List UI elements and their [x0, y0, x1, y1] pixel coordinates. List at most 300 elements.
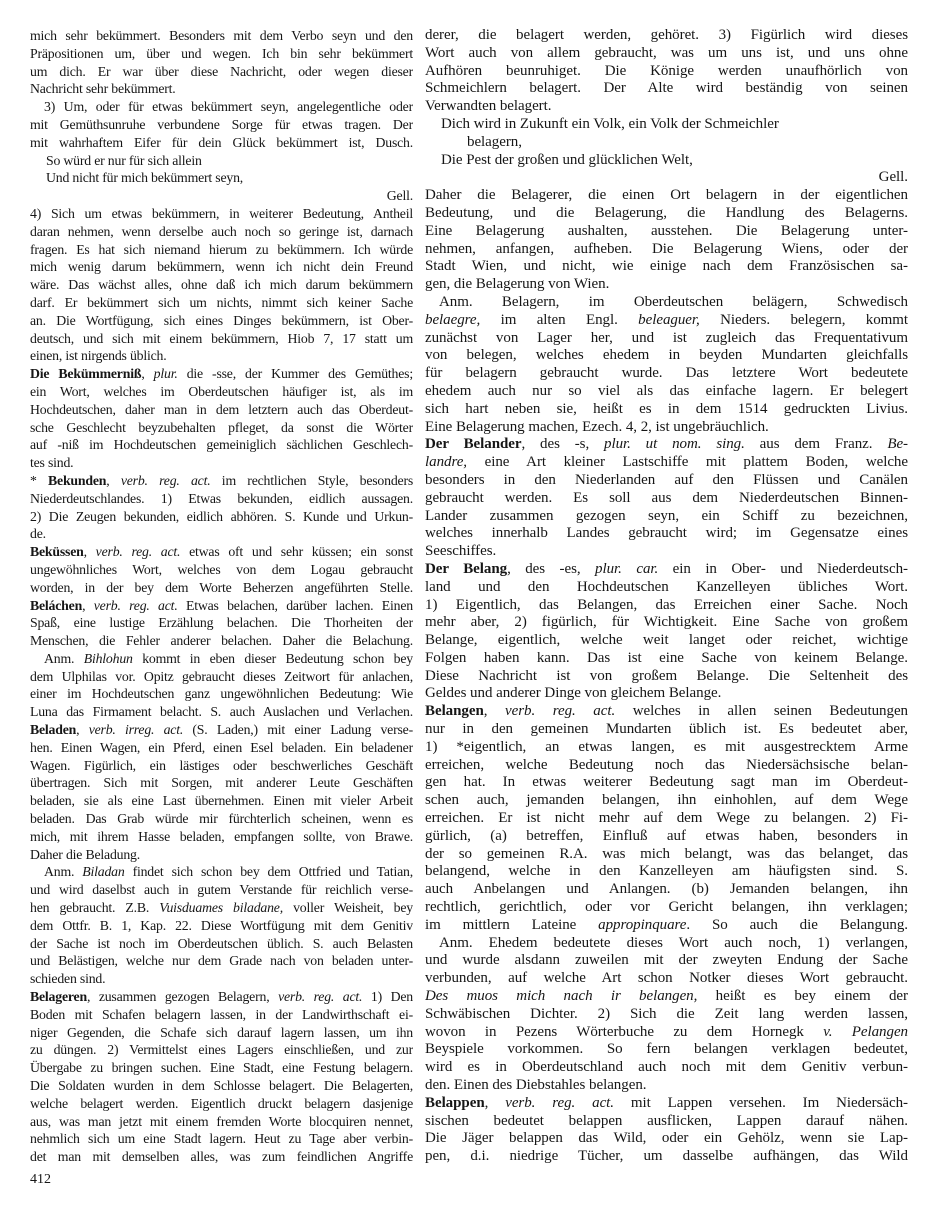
text-line: [30, 116, 413, 134]
text-run: mich, mit ihrem Hasse beladen, empfangen sollte, von Brawe.: [30, 828, 413, 844]
text-run: Stadt Wien, und nicht, wie einige nach dem Französischen sa-: [425, 258, 908, 275]
text-run: Beladen: [30, 722, 77, 738]
text-run: verb. reg. act.: [505, 703, 616, 720]
text-line: [30, 543, 413, 561]
text-run: ehedem auch nur so viel als das einfache lagern. Er belegert: [425, 382, 908, 399]
text-line: [425, 63, 908, 81]
text-line: [30, 312, 413, 330]
text-line: [30, 863, 413, 881]
text-run: voller Weisheit, bey: [282, 900, 413, 916]
text-line: [30, 685, 413, 703]
text-run: dem Ottfr. B. 1, Kap. 22. Diese Wortfügung mit dem Genitiv: [30, 917, 413, 933]
text-line: [425, 1059, 908, 1077]
text-run: Beláchen: [30, 597, 83, 613]
text-line: [30, 419, 413, 437]
text-run: aus dem Franz.: [744, 436, 888, 453]
text-line: [30, 650, 413, 668]
text-line: [425, 863, 908, 881]
page-number: 412: [30, 1172, 51, 1187]
text-line: [425, 561, 908, 579]
text-run: eine Art kleiner Lastschiffe mit plattem Boden, welche: [467, 454, 908, 471]
text-run: deutsch, und sich mit einem bekümmern, Hiob 7, 17 statt um: [30, 330, 413, 346]
text-run: Gell.: [878, 169, 908, 186]
text-line: [425, 45, 908, 63]
text-run: belagern,: [467, 133, 522, 150]
text-line: [425, 1041, 908, 1059]
text-run: Beyspiele vorkommen. So fern belangen verklagen bedeutet,: [425, 1041, 908, 1058]
text-line: [30, 258, 413, 276]
text-line: [30, 1148, 413, 1166]
text-line: [30, 205, 413, 223]
text-line: [425, 810, 908, 828]
text-run: kommt in eben dieser Bedeutung schon bey: [132, 650, 413, 666]
text-line: [425, 347, 908, 365]
text-run: im alten Engl.: [480, 311, 639, 328]
text-run: , zusammen gezogen Belagern,: [86, 989, 279, 1005]
text-run: Be-: [887, 436, 908, 453]
text-line: [425, 454, 908, 472]
text-line: [425, 597, 908, 615]
text-line: [30, 1006, 413, 1024]
text-line: [30, 27, 413, 45]
text-run: wird es in Oberdeutschland auch noch mit dem Genitiv verbun-: [425, 1059, 908, 1076]
text-line: [425, 1077, 908, 1095]
text-column-left: [30, 27, 413, 1166]
text-run: Belangen: [425, 703, 484, 720]
text-run: schen auch, jemanden belangen, ihn einhohlen, auf dem Wege: [425, 792, 908, 809]
text-run: Daher die Belagerer, die einen Ort belagern in der eigentlichen: [425, 187, 908, 204]
text-run: verb. reg. act.: [505, 1094, 614, 1111]
text-run: mich wenig darum bekümmern, wenn ich nicht dein Freund: [30, 259, 413, 275]
text-line: [30, 1024, 413, 1042]
text-run: Schwäbischen Dichter. 2) Sich die Zeit lang werden lassen,: [425, 1005, 908, 1022]
text-line: [30, 276, 413, 294]
text-line: [425, 330, 908, 348]
text-run: Belageren: [30, 989, 87, 1005]
text-run: belaegre,: [425, 311, 481, 328]
text-line: [30, 1095, 413, 1113]
text-run: gen hat. In etwas weiterer Bedeutung sagt man im Oberdeut-: [425, 774, 908, 791]
text-run: Wort auch von allem gebraucht, was um uns ist, und uns ohne: [425, 44, 908, 61]
text-run: ungewöhnliches Wort, welches von dem Logau gebraucht: [30, 561, 413, 577]
text-run: ,: [76, 722, 89, 738]
text-run: nehmlich sich um eine Stadt lagern. Heut zu Tage aber verbin-: [30, 1131, 413, 1147]
text-run: Nachricht sehr bekümmert.: [30, 81, 176, 97]
text-run: derer, die belagert werden, gehöret. 3) Figürlich wird dieses: [425, 27, 908, 43]
text-run: Wagen. Figürlich, ein lästiges oder beschwerliches Geschäft: [30, 757, 413, 773]
text-run: Anm. Ehedem bedeutete dieses Wort auch noch, 1) verlangen,: [439, 934, 908, 951]
text-run: *: [30, 472, 49, 488]
text-line: [30, 330, 413, 348]
text-run: verb. reg. act.: [95, 544, 181, 560]
text-run: 1) *eigentlich, an etwas langen, es mit ausgestrecktem Arme: [425, 738, 908, 755]
text-run: landre,: [425, 454, 468, 471]
text-run: worden, in der bey dem Worte Beherzen angeführten Stelle.: [30, 579, 413, 595]
text-run: niger Gegenden, die Schafe sich darauf lagern lassen, um ihn: [30, 1024, 413, 1040]
text-line: [425, 970, 908, 988]
text-run: fragen. Es hat sich niemand hierum zu bekümmern. Ich würde: [30, 241, 413, 257]
text-line: [425, 223, 908, 241]
text-line: [30, 454, 413, 472]
text-line: [425, 436, 908, 454]
text-run: erreichen, welche Bedeutung noch das Niedersächsische belan-: [425, 756, 908, 773]
text-column-right: [425, 27, 908, 1166]
text-line: [425, 952, 908, 970]
text-run: ,: [83, 544, 96, 560]
text-line: [30, 401, 413, 419]
text-run: Etwas belachen, darüber lachen. Einen: [177, 597, 413, 613]
text-run: Boden mit Schafen belagern lassen, in der Landwirthschaft ei-: [30, 1006, 413, 1022]
text-line: [425, 169, 908, 187]
text-run: Anm.: [44, 650, 84, 666]
text-line: [30, 792, 413, 810]
text-line: [425, 276, 908, 294]
text-line: [425, 632, 908, 650]
text-run: der so gemeinen R.A. was mich belangt, was das belanget, das: [425, 845, 908, 862]
text-line: [425, 1006, 908, 1024]
text-run: mit wahrhaftem Eifer für dein Glück bekümmert ist, Dusch.: [30, 134, 413, 150]
text-run: verb. reg. act.: [278, 989, 363, 1005]
text-run: nur in den gemeinen Mundarten üblich ist. Es bedeutet aber,: [425, 721, 908, 738]
text-line: [425, 365, 908, 383]
text-line: [425, 703, 908, 721]
text-run: Vuisduames biladane,: [159, 900, 283, 916]
text-run: land und den Hochdeutschen Kanzelleyen übliches Wort.: [425, 578, 908, 595]
text-line: [425, 241, 908, 259]
text-line: [30, 294, 413, 312]
text-line: [30, 614, 413, 632]
text-run: ein Wort, welches im Oberdeutschen häufiger ist, als im: [30, 383, 413, 399]
text-line: [30, 187, 413, 205]
text-line: [30, 579, 413, 597]
text-run: appropinquare: [598, 916, 687, 933]
text-line: [30, 774, 413, 792]
text-line: [425, 134, 908, 152]
text-run: Luna das Firmament belacht. S. auch Auslachen und Verlachen.: [30, 704, 413, 720]
text-line: [30, 508, 413, 526]
text-run: ,: [82, 597, 94, 613]
text-line: [30, 828, 413, 846]
text-run: der Sache ist noch im Oberdeutschen üblich. S. auch Belasten: [30, 935, 413, 951]
text-line: [30, 63, 413, 81]
text-run: beleaguer,: [638, 311, 700, 328]
text-run: Des muos mich nach ir belangen,: [425, 988, 698, 1005]
text-run: an. Die Wortfügung, sich eines Dinges bekümmern, ist Ober-: [30, 312, 413, 328]
text-line: [30, 952, 413, 970]
text-line: [425, 774, 908, 792]
text-line: [30, 472, 413, 490]
text-run: und wurde alsdann zuweilen mit der zweyten Endung der Sache: [425, 952, 908, 969]
text-run: auf -niß im Hochdeutschen gemeiniglich sächlichen Geschlech-: [30, 437, 413, 453]
text-run: Folgen haben kann. Das ist eine Sache von keinem Belange.: [425, 649, 908, 666]
text-run: beladen, sie als eine Last übernehmen. Einen mit vieler Arbeit: [30, 793, 413, 809]
text-line: [30, 1059, 413, 1077]
text-run: findet sich schon bey dem Ottfried und Tatian,: [124, 864, 413, 880]
text-run: einen, ist nirgends üblich.: [30, 348, 167, 364]
text-line: [425, 721, 908, 739]
text-line: [425, 881, 908, 899]
text-run: nehmen, anfangen, aufheben. Die Belagerung Wiens, oder der: [425, 240, 908, 257]
text-line: [425, 579, 908, 597]
text-line: [425, 258, 908, 276]
text-line: [425, 1148, 908, 1166]
text-run: Lander zusammen gezogen seyn, ein Schiff zu bezeichnen,: [425, 507, 908, 524]
text-line: [30, 881, 413, 899]
text-run: 4) Sich um etwas bekümmern, in weiterer Bedeutung, Antheil: [30, 205, 413, 221]
text-run: Anm.: [44, 864, 83, 880]
text-run: um dich. Er war über diese Nachricht, oder wegen dieser: [30, 63, 413, 79]
text-run: v. Pelangen: [823, 1023, 908, 1040]
text-run: Der Belander: [425, 436, 522, 453]
text-line: [30, 490, 413, 508]
text-run: pen, d.i. niedrige Tücher, um dasselbe aufhängen, das Wild: [425, 1148, 908, 1165]
text-run: die -sse, der Kummer des Gemüthes;: [177, 366, 413, 382]
text-run: zu düngen. 2) Vermittelst eines Lagers einschließen, und zur: [30, 1042, 413, 1058]
text-run: hen. Einen Wagen, ein Pferd, einen Esel beladen. Ein beladener: [30, 739, 413, 755]
text-run: sischen bedeutet belappen ausflicken, Lappen darauf nähen.: [425, 1112, 908, 1129]
text-line: [30, 597, 413, 615]
text-run: Und nicht für mich bekümmert seyn,: [46, 170, 244, 186]
text-line: [425, 1130, 908, 1148]
text-line: [425, 152, 908, 170]
text-run: darf. Er bekümmert sich um nichts, nimmt sich keiner Sache: [30, 294, 413, 310]
text-run: ,: [484, 1094, 506, 1111]
text-run: 1) Den: [362, 989, 413, 1005]
text-run: übertragen. Sich mit Sorgen, mit anderer Leute Geschäften: [30, 775, 413, 791]
text-run: Die Bekümmerniß: [30, 366, 142, 382]
text-line: [30, 241, 413, 259]
text-run: 1) Eigentlich, das Belangen, das Erreichen einer Sache. Noch: [425, 596, 908, 613]
text-run: welches innerhalb Landes gebraucht wird; im Gegensatze eines: [425, 525, 908, 542]
text-run: Belange, eigentlich, welche weit langet oder reichet, wichtige: [425, 632, 908, 649]
text-line: [425, 187, 908, 205]
text-run: Menschen, die Fehler anderer belachen. Daher die Belachung.: [30, 633, 413, 649]
text-run: Gell.: [386, 188, 413, 204]
text-line: [30, 757, 413, 775]
text-run: verb. reg. act.: [120, 472, 211, 488]
text-line: [425, 846, 908, 864]
text-run: 3) Um, oder für etwas bekümmert seyn, angelegentliche oder: [44, 99, 413, 115]
text-line: [425, 401, 908, 419]
text-run: gen, die Belagerung von Wien.: [425, 276, 610, 293]
text-run: (S. Laden,) mit einer Ladung verse-: [183, 722, 413, 738]
text-run: So würd er nur für sich allein: [46, 152, 202, 168]
text-run: im mittlern Lateine: [425, 916, 599, 933]
text-run: besonders in den Niederlanden auf den Flüssen und Canälen: [425, 471, 908, 488]
text-run: welche belagert werden. Eigentlich druckt belagern dasjenige: [30, 1095, 413, 1111]
text-run: Aufhören beunruhiget. Die Könige werden unaufhörlich von: [425, 62, 908, 79]
text-run: Daher die Beladung.: [30, 846, 140, 862]
text-run: Geldes und anderer Dinge von gleichem Belange.: [425, 685, 722, 702]
text-line: [30, 703, 413, 721]
text-run: von belegen, welches ehedem in beyden Mundarten gleichfalls: [425, 347, 908, 364]
text-line: [30, 436, 413, 454]
text-run: zunächst von Lager her, und ist zugleich das Frequentativum: [425, 329, 908, 346]
text-run: mit Lappen versehen. Im Niedersäch-: [614, 1094, 908, 1111]
text-run: Verwandten belagert.: [425, 98, 552, 115]
text-run: Die Pest der großen und glücklichen Welt,: [441, 151, 693, 168]
text-run: Belappen: [425, 1094, 485, 1111]
text-run: verb. irreg. act.: [88, 722, 184, 738]
text-run: Anm. Belagern, im Oberdeutschen belägern, Schwedisch: [439, 293, 908, 310]
text-run: wovon in Pezens Wörterbuche zu dem Hornegk: [425, 1023, 824, 1040]
text-line: [30, 917, 413, 935]
text-run: Der Belang: [425, 560, 508, 577]
text-line: [30, 970, 413, 988]
text-run: Biladan: [82, 864, 125, 880]
text-run: belangend, welche in den Kanzelleyen am häufigsten sind. S.: [425, 863, 908, 880]
text-line: [425, 828, 908, 846]
text-line: [425, 490, 908, 508]
text-line: [425, 116, 908, 134]
text-line: [30, 98, 413, 116]
text-line: [425, 525, 908, 543]
text-line: [30, 1113, 413, 1131]
text-line: [30, 347, 413, 365]
text-line: [425, 917, 908, 935]
text-line: [425, 988, 908, 1006]
text-line: [425, 650, 908, 668]
text-line: [425, 543, 908, 561]
text-run: mehr aber, 2) figürlich, für Wichtigkeit. Eine Sache von großem: [425, 614, 908, 631]
text-line: [425, 899, 908, 917]
text-line: [30, 810, 413, 828]
text-run: Seeschiffes.: [425, 543, 497, 560]
text-run: plur. car.: [595, 560, 659, 577]
text-run: plur. ut nom. sing.: [604, 436, 745, 453]
text-run: sche Geschlecht beyzubehalten pfleget, da sonst die Wörter: [30, 419, 413, 435]
text-run: beladen. Das Grab würde mir fürchterlich scheinen, wenn es: [30, 811, 413, 827]
text-line: [30, 525, 413, 543]
text-run: für belagern gebraucht wurde. Das letztere Wort bedeutete: [425, 365, 908, 382]
text-run: Hochdeutschen, daher man in dem letztern auch das Oberdeut-: [30, 401, 413, 417]
text-run: einer im Hochdeutschen ganz ungewöhnlichen Bedeutung: Wie: [30, 686, 413, 702]
text-run: Übergabe zu bringen suchen. Eine Stadt, eine Festung belagern.: [30, 1060, 413, 1076]
text-line: [30, 80, 413, 98]
text-run: etwas oft und sehr küssen; ein sonst: [180, 544, 413, 560]
text-run: dem Ulphilas vor. Opitz gebraucht dieses Zeitwort für anlachen,: [30, 668, 413, 684]
text-run: erreichen. Er ist nicht mehr auf dem Wege zu belangen. 2) Fi-: [425, 810, 908, 827]
text-line: [425, 80, 908, 98]
text-run: mich sehr bekümmert. Besonders mit dem Verbo seyn und den: [30, 28, 413, 43]
text-run: verbunden, auf welche Art schon Notker dieses Wort gebraucht.: [425, 970, 908, 987]
text-run: Diese Nachricht ist von großem Belange. Die Seltenheit des: [425, 667, 908, 684]
text-line: [30, 223, 413, 241]
text-run: plur.: [153, 366, 178, 382]
text-line: [30, 668, 413, 686]
text-run: schieden sind.: [30, 971, 106, 987]
text-run: verb. reg. act.: [93, 597, 178, 613]
text-run: ,: [106, 472, 121, 488]
text-line: [30, 1077, 413, 1095]
text-run: Bedeutung, und die Belagerung, die Handlung des Belagerns.: [425, 204, 908, 221]
text-line: [425, 792, 908, 810]
text-run: sich hart neben sie, heißt es in dem 1514 gedruckten Livius.: [425, 400, 908, 417]
text-line: [30, 1130, 413, 1148]
text-run: Beküssen: [30, 544, 84, 560]
text-line: [425, 472, 908, 490]
text-run: und Belästigen, welche nur dem Grade nach von beladen unter-: [30, 953, 413, 969]
text-run: Bihlohun: [83, 650, 133, 666]
text-run: ein in Ober- und Niederdeutsch-: [658, 560, 908, 577]
text-run: Die Soldaten wurden in dem Schlosse belagert. Die Belagerten,: [30, 1078, 413, 1094]
text-line: [425, 383, 908, 401]
text-run: ,: [483, 703, 506, 720]
text-line: [30, 739, 413, 757]
text-run: und wird daselbst auch in gutem Verstande für reichlich verse-: [30, 882, 413, 898]
text-line: [425, 757, 908, 775]
text-line: [30, 846, 413, 864]
text-run: den. Einen des Diebstahles belangen.: [425, 1077, 647, 1094]
text-line: [425, 685, 908, 703]
text-run: Präpositionen um, über und wegen. Ich bin sehr bekümmert: [30, 45, 413, 61]
text-run: daran nehmen, wenn derselbe auch noch so geringe ist, darnach: [30, 223, 413, 239]
text-run: Niederdeutschlandes. 1) Etwas bekunden, eidlich aussagen.: [30, 490, 413, 506]
text-line: [30, 169, 413, 187]
text-line: [425, 739, 908, 757]
text-run: , des -s,: [521, 436, 604, 453]
text-line: [30, 721, 413, 739]
text-run: hen gebraucht. Z.B.: [30, 900, 160, 916]
text-run: auch Anbelangen und Anlangen. (b) Jemanden belangen, ihn: [425, 881, 908, 898]
text-run: tes sind.: [30, 455, 74, 471]
text-run: Die Jäger belappen das Wild, oder ein Gehölz, wenn sie Lap-: [425, 1130, 908, 1147]
text-line: [425, 419, 908, 437]
text-run: im rechtlichen Style, besonders: [210, 472, 413, 488]
text-line: [30, 899, 413, 917]
text-run: gebraucht werden. Es soll aus dem Niederdeutschen Binnen-: [425, 489, 908, 506]
text-line: [425, 935, 908, 953]
text-run: aus, was man jetzt mit einem fremden Worte blocquiren nennet,: [30, 1113, 413, 1129]
text-run: Spaß, eine lustige Erzählung belachen. Die Thorheiten der: [30, 615, 413, 631]
text-line: [30, 632, 413, 650]
text-run: Nieders. belegern, kommt: [699, 311, 908, 328]
text-run: gürlich, (a) betreffen, Einfluß auf etwas haben, besonders in: [425, 827, 908, 844]
text-line: [425, 1113, 908, 1131]
text-line: [30, 1041, 413, 1059]
text-run: Eine Belagerung aushalten, ausstehen. Die Belagerung unter-: [425, 222, 908, 239]
text-run: heißt es bey einem der: [697, 988, 908, 1005]
text-line: [425, 668, 908, 686]
text-run: Bekunden: [48, 472, 107, 488]
text-line: [425, 312, 908, 330]
text-line: [425, 294, 908, 312]
text-line: [30, 383, 413, 401]
text-run: rechtlich, gerichtlich, oder vor Gericht belangen, ihn verklagen;: [425, 899, 908, 916]
text-line: [425, 205, 908, 223]
text-line: [30, 988, 413, 1006]
text-line: [30, 365, 413, 383]
text-line: [30, 561, 413, 579]
text-line: [425, 508, 908, 526]
text-line: [30, 152, 413, 170]
text-run: 2) Die Zeugen bekunden, eidlich abhören. S. Kunde und Urkun-: [30, 508, 413, 524]
text-line: [30, 134, 413, 152]
text-run: , des -es,: [507, 560, 596, 577]
text-run: Eine Belagerung machen, Ezech. 4, 2, ist ungebräuchlich.: [425, 418, 769, 435]
text-line: [425, 614, 908, 632]
text-run: det man mit demselben alles, was zum feindlichen Angriffe: [30, 1149, 413, 1165]
text-run: Schmeichlern belagert. Der Alte wird beständig von seinen: [425, 80, 908, 97]
text-line: [30, 45, 413, 63]
text-run: Dich wird in Zukunft ein Volk, ein Volk der Schmeichler: [441, 115, 779, 132]
text-run: ,: [141, 366, 154, 382]
text-run: wäre. Das wächst alles, ohne daß ich mich darum bekümmern: [30, 277, 413, 293]
text-run: welches in allen seinen Bedeutungen: [615, 703, 908, 720]
text-run: de.: [30, 526, 46, 542]
text-run: mit Gemüthsunruhe verbundene Sorge für etwas tragen. Der: [30, 116, 413, 132]
text-line: [30, 935, 413, 953]
